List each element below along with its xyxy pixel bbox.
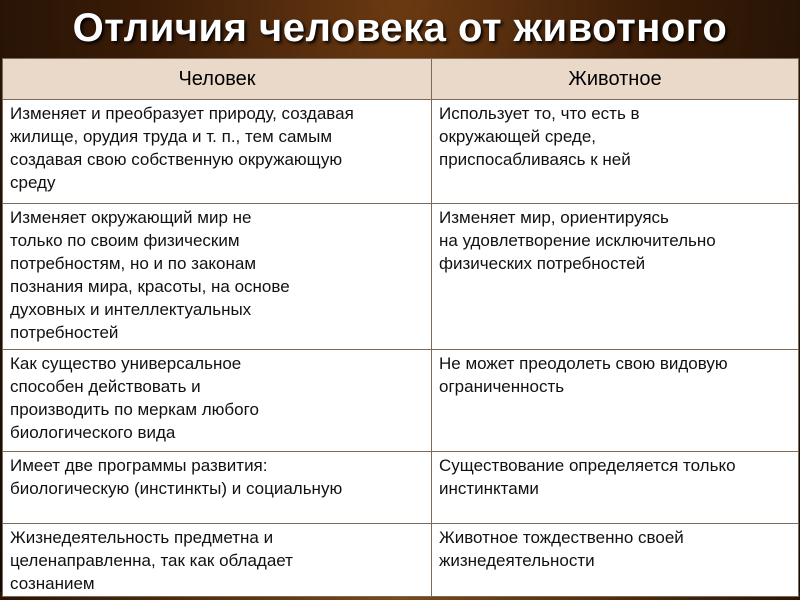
cell-text: Изменяет и преобразует природу, создавая жилище, орудия труда и т. п., тем самым создавая свою собственную окружающую среду bbox=[10, 104, 354, 192]
cell-text: Существование определяется только инстинктами bbox=[439, 456, 736, 498]
cell-animal bbox=[432, 204, 799, 350]
table-row bbox=[3, 524, 799, 597]
cell-text: Имеет две программы развития: биологическую (инстинкты) и социальную bbox=[10, 456, 343, 498]
cell-human bbox=[3, 350, 432, 452]
comparison-table bbox=[2, 58, 799, 597]
cell-text: Животное тождественно своей жизнедеятельности bbox=[439, 528, 684, 570]
header-animal: Животное bbox=[432, 59, 799, 100]
cell-text: Жизнедеятельность предметна и целенаправленна, так как обладает сознанием bbox=[10, 528, 293, 593]
cell-text: Изменяет мир, ориентируясь на удовлетворение исключительно физических потребностей bbox=[439, 208, 716, 273]
cell-text: Как существо универсальное способен действовать и производить по меркам любого биологического вида bbox=[10, 354, 259, 442]
table-row bbox=[3, 350, 799, 452]
cell-animal bbox=[432, 452, 799, 524]
table-row bbox=[3, 100, 799, 204]
table-row bbox=[3, 452, 799, 524]
cell-human bbox=[3, 100, 432, 204]
table-row bbox=[3, 204, 799, 350]
cell-human bbox=[3, 204, 432, 350]
cell-human bbox=[3, 452, 432, 524]
header-human: Человек bbox=[3, 59, 432, 100]
cell-text: Изменяет окружающий мир не только по своим физическим потребностям, но и по законам познания мира, красоты, на основе духовных и интеллектуальных потребностей bbox=[10, 208, 290, 342]
cell-text: Использует то, что есть в окружающей среде, приспосабливаясь к ней bbox=[439, 104, 640, 169]
cell-animal bbox=[432, 350, 799, 452]
cell-animal bbox=[432, 100, 799, 204]
cell-animal bbox=[432, 524, 799, 597]
cell-human bbox=[3, 524, 432, 597]
table-header-row bbox=[3, 59, 799, 100]
slide-title: Отличия человека от животного bbox=[72, 6, 728, 50]
cell-text: Не может преодолеть свою видовую ограниченность bbox=[439, 354, 728, 396]
